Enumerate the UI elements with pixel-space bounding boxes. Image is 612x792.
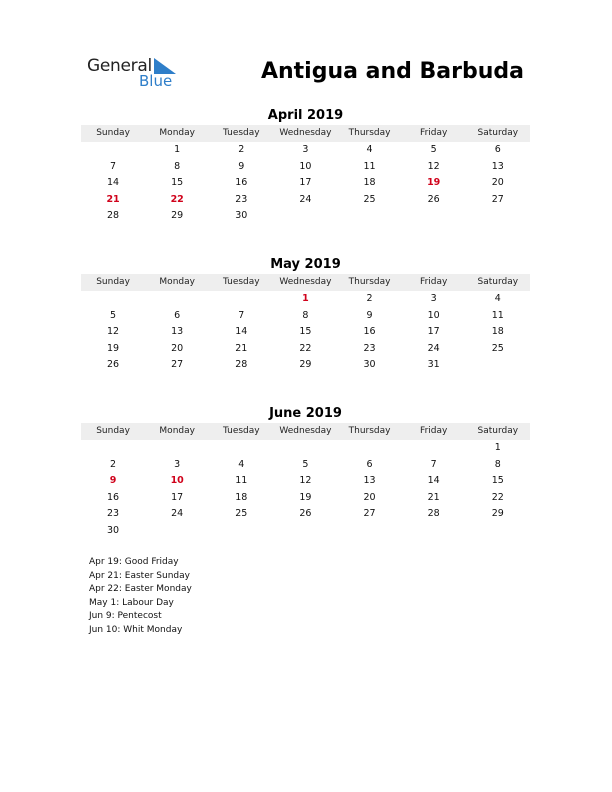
weekday-label: Saturday: [477, 277, 519, 287]
week-row: [81, 457, 530, 474]
week-row: [81, 291, 530, 308]
day-cell: 17: [427, 326, 440, 338]
day-cell: 4: [238, 458, 245, 470]
day-cell: 21: [235, 342, 248, 354]
weekday-header: [81, 274, 530, 291]
day-cell: 11: [363, 160, 376, 172]
day-cell: 24: [171, 508, 184, 520]
week-row: [81, 357, 530, 374]
holiday-item: Jun 9: Pentecost: [89, 611, 162, 622]
day-cell: 25: [363, 193, 376, 205]
day-cell: 29: [299, 359, 312, 371]
day-cell: 1: [494, 442, 501, 453]
holiday-list: [89, 556, 192, 638]
month-calendar: [81, 107, 530, 225]
day-cell: 13: [491, 160, 504, 172]
day-cell: 9: [366, 309, 373, 321]
empty-day-cell: [466, 357, 530, 374]
logo-text-blue: Blue: [139, 72, 173, 90]
holiday-item: Jun 10: Whit Monday: [89, 624, 183, 635]
empty-day-cell: [338, 523, 402, 540]
empty-day-cell: [273, 208, 337, 225]
day-cell: 11: [235, 475, 248, 487]
day-cell: 23: [363, 342, 376, 354]
day-cell: 15: [171, 177, 184, 189]
day-cell: 16: [107, 491, 120, 503]
weekday-label: Thursday: [348, 128, 391, 138]
day-cell: 5: [430, 144, 437, 155]
day-cell: 27: [363, 508, 376, 520]
empty-day-cell: [209, 291, 273, 308]
day-cell: 13: [363, 475, 376, 487]
week-row: [81, 175, 530, 192]
weekday-label: Tuesday: [223, 128, 260, 138]
day-cell: 20: [363, 491, 376, 503]
day-cell: 9: [109, 475, 117, 487]
day-cell: 5: [110, 309, 117, 321]
day-cell: 16: [235, 177, 248, 189]
empty-day-cell: [402, 208, 466, 225]
day-cell: 27: [171, 359, 184, 371]
day-cell: 4: [494, 293, 501, 304]
holiday-item: Apr 19: Good Friday: [89, 557, 179, 567]
day-cell: 6: [366, 458, 373, 470]
day-cell: 14: [235, 326, 248, 338]
week-row: [81, 324, 530, 341]
empty-day-cell: [466, 523, 530, 540]
week-row: [81, 308, 530, 325]
day-cell: 24: [427, 342, 440, 354]
weekday-label: Saturday: [477, 426, 519, 436]
holiday-item: Apr 21: Easter Sunday: [89, 570, 190, 581]
empty-day-cell: [81, 142, 145, 159]
day-cell: 18: [235, 491, 248, 503]
day-cell: 14: [107, 177, 120, 189]
day-cell: 2: [110, 458, 117, 470]
day-cell: 8: [174, 160, 181, 172]
day-cell: 26: [299, 508, 312, 520]
day-cell: 25: [491, 342, 504, 354]
weekday-label: Sunday: [96, 128, 130, 138]
logo-text-general: General: [87, 56, 152, 76]
weekday-header: [81, 423, 530, 440]
day-cell: 15: [299, 326, 312, 338]
day-cell: 12: [299, 475, 312, 487]
month-calendar: [81, 405, 530, 540]
day-cell: 4: [366, 144, 373, 155]
day-cell: 29: [171, 210, 184, 222]
day-cell: 1: [302, 293, 309, 304]
day-cell: 28: [235, 359, 248, 371]
empty-day-cell: [209, 523, 273, 540]
week-row: [81, 473, 530, 490]
day-cell: 18: [491, 326, 504, 338]
day-cell: 2: [366, 293, 373, 304]
day-cell: 27: [491, 193, 504, 205]
weekday-label: Monday: [159, 277, 195, 287]
day-cell: 14: [427, 475, 440, 487]
week-row: [81, 208, 530, 225]
day-cell: 3: [302, 144, 309, 155]
empty-day-cell: [338, 208, 402, 225]
empty-day-cell: [273, 440, 337, 457]
weekday-label: Monday: [159, 426, 195, 436]
day-cell: 20: [491, 177, 504, 189]
day-cell: 29: [491, 508, 504, 520]
week-row: [81, 440, 530, 457]
day-cell: 22: [170, 193, 184, 205]
empty-day-cell: [145, 523, 209, 540]
empty-day-cell: [402, 440, 466, 457]
day-cell: 18: [363, 177, 376, 189]
day-cell: 2: [238, 144, 245, 155]
day-cell: 8: [302, 309, 309, 321]
holiday-item: May 1: Labour Day: [89, 597, 174, 608]
day-cell: 28: [427, 508, 440, 520]
day-cell: 24: [299, 193, 312, 205]
week-row: [81, 523, 530, 540]
empty-day-cell: [145, 291, 209, 308]
day-cell: 13: [171, 326, 184, 338]
weekday-label: Tuesday: [223, 277, 260, 287]
holiday-item: Apr 22: Easter Monday: [89, 584, 192, 595]
day-cell: 8: [494, 458, 501, 470]
day-cell: 20: [171, 342, 184, 354]
month-title: May 2019: [270, 257, 341, 272]
month-title: April 2019: [267, 108, 344, 123]
day-cell: 22: [491, 491, 504, 503]
weekday-label: Saturday: [477, 128, 519, 138]
weekday-label: Friday: [420, 277, 448, 287]
day-cell: 15: [491, 475, 504, 487]
day-cell: 17: [171, 491, 184, 503]
empty-day-cell: [338, 440, 402, 457]
day-cell: 10: [427, 309, 440, 321]
week-row: [81, 506, 530, 523]
empty-day-cell: [81, 291, 145, 308]
day-cell: 26: [427, 193, 440, 205]
day-cell: 6: [494, 144, 501, 155]
weekday-label: Monday: [159, 128, 195, 138]
day-cell: 3: [174, 458, 181, 470]
day-cell: 1: [174, 144, 181, 155]
month-calendar: [81, 256, 530, 374]
weekday-label: Thursday: [348, 426, 391, 436]
day-cell: 21: [427, 491, 440, 503]
day-cell: 19: [299, 491, 312, 503]
empty-day-cell: [145, 440, 209, 457]
day-cell: 11: [491, 309, 504, 321]
month-title: June 2019: [269, 406, 342, 421]
day-cell: 7: [430, 458, 437, 470]
weekday-label: Thursday: [348, 277, 391, 287]
day-cell: 3: [430, 293, 437, 304]
day-cell: 23: [235, 193, 248, 205]
week-row: [81, 142, 530, 159]
day-cell: 6: [174, 309, 181, 321]
day-cell: 12: [107, 326, 120, 338]
day-cell: 10: [170, 475, 184, 487]
empty-day-cell: [273, 523, 337, 540]
weekday-label: Wednesday: [279, 128, 332, 138]
empty-day-cell: [209, 440, 273, 457]
day-cell: 28: [107, 210, 120, 222]
weekday-label: Friday: [420, 128, 448, 138]
day-cell: 31: [427, 359, 440, 371]
day-cell: 30: [235, 210, 248, 222]
weekday-header: [81, 125, 530, 142]
weekday-label: Tuesday: [223, 426, 260, 436]
day-cell: 10: [299, 160, 312, 172]
empty-day-cell: [81, 440, 145, 457]
day-cell: 19: [107, 342, 120, 354]
weekday-label: Wednesday: [279, 277, 332, 287]
country-title: Antigua and Barbuda: [260, 59, 524, 84]
week-row: [81, 192, 530, 209]
day-cell: 7: [238, 309, 245, 321]
day-cell: 23: [107, 508, 120, 520]
week-row: [81, 159, 530, 176]
day-cell: 26: [107, 359, 120, 371]
day-cell: 19: [427, 177, 441, 189]
weekday-label: Sunday: [96, 277, 130, 287]
day-cell: 25: [235, 508, 248, 520]
day-cell: 30: [107, 524, 120, 536]
day-cell: 9: [238, 160, 245, 172]
week-row: [81, 341, 530, 358]
day-cell: 21: [106, 193, 120, 205]
day-cell: 16: [363, 326, 376, 338]
weekday-label: Friday: [420, 426, 448, 436]
weekday-label: Wednesday: [279, 426, 332, 436]
empty-day-cell: [402, 523, 466, 540]
empty-day-cell: [466, 208, 530, 225]
day-cell: 22: [299, 342, 312, 354]
day-cell: 30: [363, 359, 376, 371]
weekday-label: Sunday: [96, 426, 130, 436]
day-cell: 7: [110, 160, 117, 172]
day-cell: 17: [299, 177, 312, 189]
generalblue-logo: [87, 56, 197, 92]
day-cell: 12: [427, 160, 440, 172]
week-row: [81, 490, 530, 507]
day-cell: 5: [302, 458, 309, 470]
